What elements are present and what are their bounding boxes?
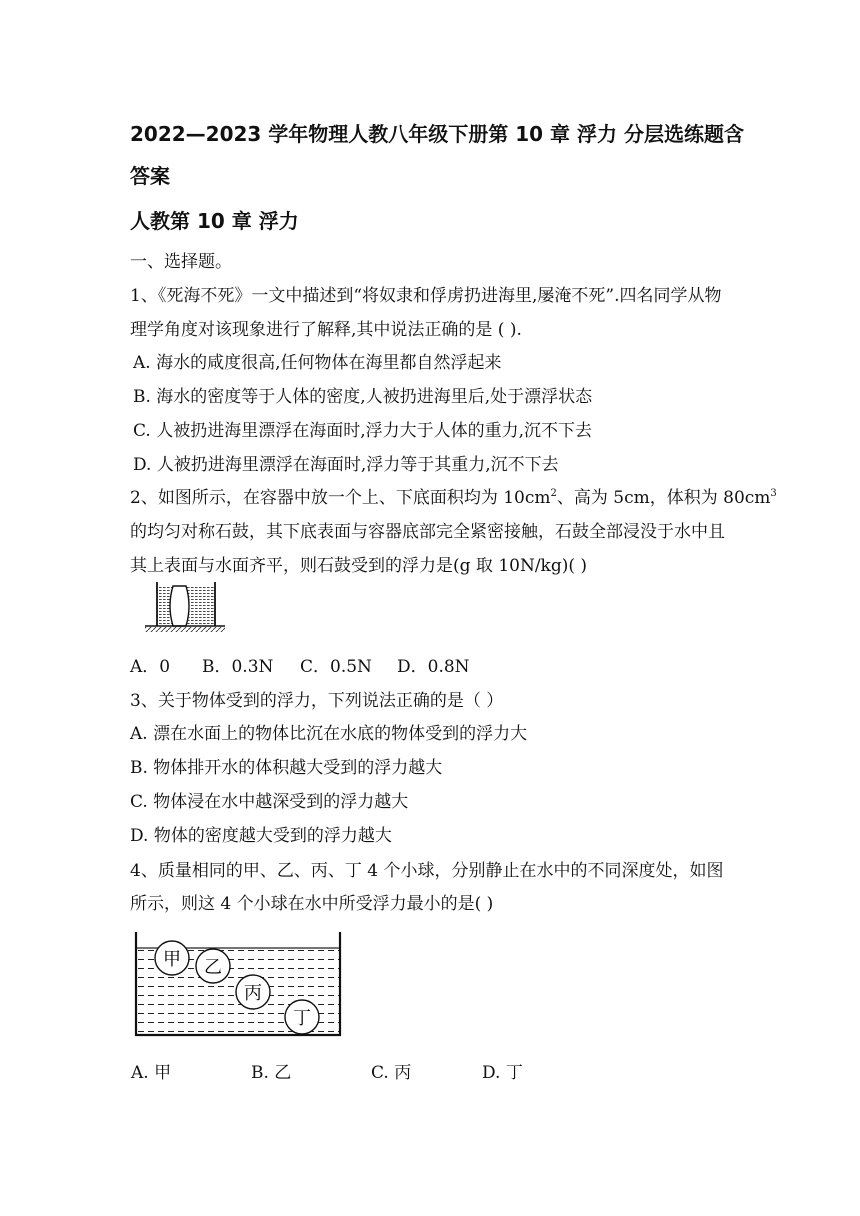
q2-stem-line3: 其上表面与水面齐平，则石鼓受到的浮力是(g 取 10N/kg)( ) — [130, 556, 588, 576]
q3-option-a: A. 漂在水面上的物体比沉在水底的物体受到的浮力大 — [130, 724, 528, 744]
q4-stem-line2: 所示，则这 4 个小球在水中所受浮力最小的是( ) — [130, 894, 494, 914]
svg-text:乙: 乙 — [204, 957, 222, 978]
svg-text:丁: 丁 — [293, 1008, 311, 1029]
svg-text:丙: 丙 — [244, 983, 262, 1004]
q2-text-b: 、高为 5cm，体积为 80cm — [556, 488, 771, 508]
q2-sup-area: 2 — [550, 488, 557, 499]
ball-jia — [155, 941, 189, 975]
ball-ding — [285, 1000, 319, 1034]
q1-option-a: A. 海水的咸度很高,任何物体在海里都自然浮起来 — [133, 353, 502, 373]
q2-stem-line2: 的均匀对称石鼓，其下底表面与容器底部完全紧密接触，石鼓全部浸没于水中且 — [130, 522, 725, 542]
q4-option-a: A. 甲 — [131, 1063, 172, 1083]
q4-option-d: D. 丁 — [482, 1063, 523, 1083]
balls-in-water-figure — [128, 928, 348, 1040]
ball-yi — [196, 949, 230, 983]
chapter-heading: 人教第 10 章 浮力 — [130, 209, 299, 233]
q4-option-b: B. 乙 — [251, 1063, 292, 1083]
q1-option-d: D. 人被扔进海里漂浮在海面时,浮力等于其重力,沉不下去 — [133, 455, 559, 475]
drum-container-figure — [143, 580, 227, 636]
q2-option-b: B．0.3N — [202, 657, 274, 677]
q3-option-d: D. 物体的密度越大受到的浮力越大 — [130, 826, 392, 846]
title-line-1: 2022—2023 学年物理人教八年级下册第 10 章 浮力 分层选练题含 — [130, 122, 744, 146]
q3-option-b: B. 物体排开水的体积越大受到的浮力越大 — [130, 758, 443, 778]
q2-stem-line1 — [130, 483, 777, 508]
q2-sup-volume: 3 — [770, 488, 777, 499]
ball-bing — [236, 975, 270, 1009]
q3-option-c: C. 物体浸在水中越深受到的浮力越大 — [130, 792, 409, 812]
q1-stem-line2: 理学角度对该现象进行了解释,其中说法正确的是 ( ). — [130, 320, 522, 340]
q2-option-a: A．0 — [130, 657, 171, 677]
title-line-2: 答案 — [130, 164, 170, 188]
q4-option-c: C. 丙 — [371, 1063, 412, 1083]
svg-text:甲: 甲 — [163, 949, 181, 970]
q1-option-b: B. 海水的密度等于人体的密度,人被扔进海里后,处于漂浮状态 — [133, 387, 593, 407]
q3-stem: 3、关于物体受到的浮力，下列说法正确的是（ ） — [130, 691, 504, 711]
q1-option-c: C. 人被扔进海里漂浮在海面时,浮力大于人体的重力,沉不下去 — [133, 421, 593, 441]
q2-option-d: D．0.8N — [397, 657, 470, 677]
q2-option-c: C．0.5N — [300, 657, 372, 677]
q1-stem-line1: 1、《死海不死》一文中描述到“将奴隶和俘虏扔进海里,屡淹不死”.四名同学从物 — [130, 286, 722, 306]
section-heading: 一、选择题。 — [130, 252, 232, 272]
q4-stem-line1: 4、质量相同的甲、乙、丙、丁 4 个小球，分别静止在水中的不同深度处，如图 — [130, 861, 724, 881]
q2-text-a: 2、如图所示，在容器中放一个上、下底面积均为 10cm — [130, 488, 551, 508]
